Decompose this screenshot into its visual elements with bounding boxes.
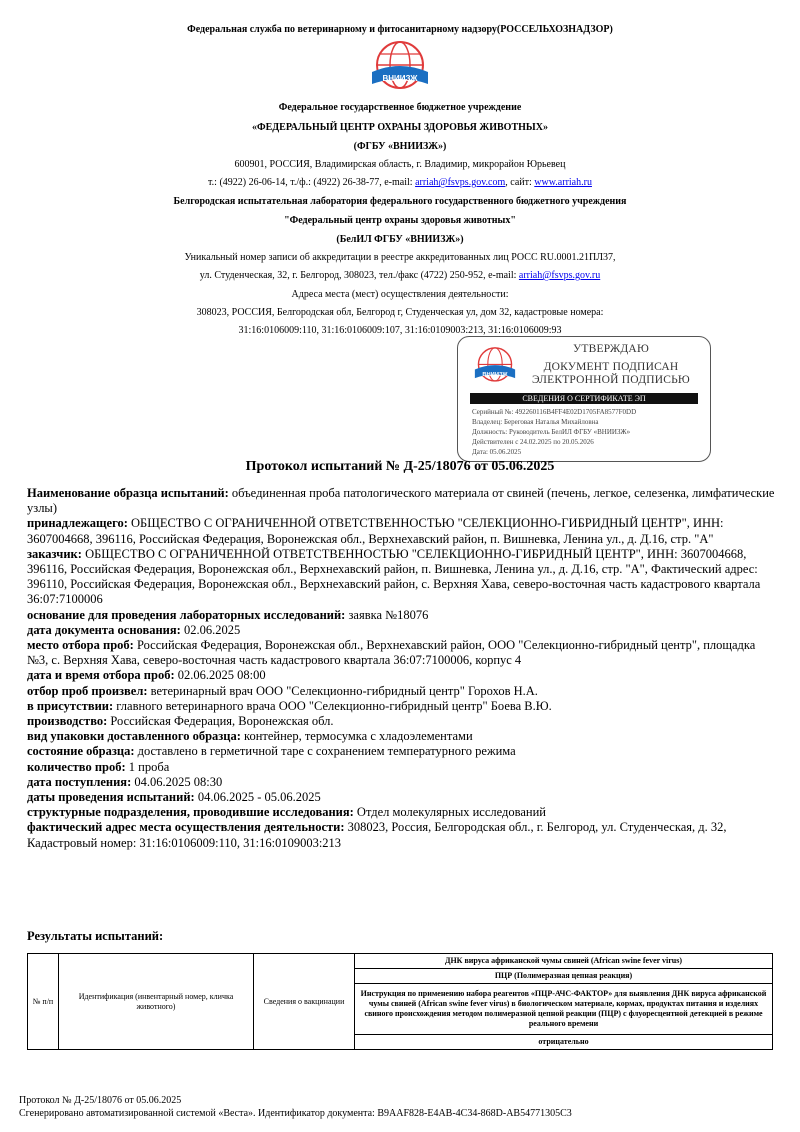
- field-basis: [27, 608, 777, 623]
- field-basis-date: [27, 623, 777, 638]
- field-value: 02.06.2025: [183, 622, 241, 637]
- field-sampled-by: [27, 684, 777, 699]
- col-vaccination-header: Сведения о вакцинации: [254, 954, 355, 1050]
- lab-center: "Федеральный центр охраны здоровья животных": [284, 215, 516, 226]
- results-table: [27, 953, 773, 1050]
- org-contacts: [0, 176, 800, 189]
- field-condition: [27, 744, 777, 759]
- logo-text: ВНИИЗЖ: [382, 74, 418, 83]
- protocol-title: Протокол испытаний № Д-25/18076 от 05.06.2025: [245, 459, 555, 474]
- field-value: объединенная проба патологического материала от свиней (печень, легкое, селезенка, лимфатические узлы): [27, 486, 775, 516]
- field-value: Отдел молекулярных исследований: [356, 805, 546, 820]
- site-prefix: , сайт:: [505, 177, 535, 188]
- accreditation-line: Уникальный номер записи об аккредитации в реестре аккредитованных лиц РОСС RU.0001.21ПЛ37,: [184, 252, 616, 263]
- field-label: количество проб:: [27, 759, 126, 774]
- lab-address: [0, 269, 800, 282]
- agency-name: Федеральная служба по ветеринарному и фитосанитарному надзору(РОССЕЛЬХОЗНАДЗОР): [187, 24, 613, 35]
- field-value: ОБЩЕСТВО С ОГРАНИЧЕННОЙ ОТВЕТСТВЕННОСТЬЮ "СЕЛЕКЦИОННО-ГИБРИДНЫЙ ЦЕНТР", ИНН: 3607004668, 396116, Российская Федерация, Воронежская обл., Верхнехавский район, п. Вишневка, Ленина ул., д. Д.16, стр. "А", Фактический адрес: 396110, Российская Федерация, Воронежская обл., Верхнехавский район, с. Верхняя Хава, северо-восточная часть кадастрового квартала 36:07:7100006: [27, 546, 761, 607]
- field-value: доставлено в герметичной таре с сохранением температурного режима: [137, 744, 516, 759]
- field-actual-address: [27, 820, 777, 850]
- org-address: 600901, РОССИЯ, Владимирская область, г. Владимир, микрорайон Юрьевец: [234, 159, 566, 170]
- email-link[interactable]: arriah@fsvps.gov.com: [415, 177, 506, 188]
- col-number-header: № п/п: [28, 954, 59, 1050]
- stamp-date: Дата: 05.06.2025: [472, 448, 522, 456]
- stamp-position: Должность: Руководитель БелИЛ ФГБУ «ВНИИЗЖ»: [472, 428, 631, 436]
- field-value: 04.06.2025 08:30: [134, 774, 223, 789]
- field-label: заказчик:: [27, 546, 82, 561]
- field-value: Российская Федерация, Воронежская обл.: [110, 714, 334, 729]
- field-value: Российская Федерация, Воронежская обл., Верхнехавский район, ООО "Селекционно-гибридный центр", площадка №3, с. Верхняя Хава, северо-восточная часть кадастрового квартала 36:07:7100006, корпус 4: [27, 638, 756, 668]
- field-value: 04.06.2025 - 05.06.2025: [197, 790, 321, 805]
- field-value: главного ветеринарного врача ООО "Селекционно-гибридный центр" Боева В.Ю.: [116, 698, 552, 713]
- result-cell: отрицательно: [355, 1034, 773, 1049]
- col-identification-header: Идентификация (инвентарный номер, кличка животного): [59, 954, 254, 1050]
- org-name: «ФЕДЕРАЛЬНЫЙ ЦЕНТР ОХРАНЫ ЗДОРОВЬЯ ЖИВОТНЫХ»: [252, 122, 548, 133]
- field-label: состояние образца:: [27, 744, 135, 759]
- stamp-logo: [472, 345, 518, 391]
- field-value: 308023, Россия, Белгородская обл., г. Белгород, ул. Студенческая, д. 32, Кадастровый номер: 31:16:0106009:110, 31:16:0109003:213: [27, 820, 727, 850]
- signature-stamp: [457, 336, 711, 462]
- field-sample-name: [27, 486, 777, 516]
- field-production: [27, 714, 777, 729]
- instruction-cell: Инструкция по применению набора реагентов «ПЦР-АЧС-ФАКТОР» для выявления ДНК вируса африканской чумы свиней (African swine fever virus) в биологическом материале, кормах, продуктах питания и изделиях свиного происхождения методом полимеразной цепной реакции (ПЦР) с флуоресцентной детекцией в режиме реального времени: [355, 984, 773, 1034]
- field-value: контейнер, термосумка с хладоэлементами: [244, 729, 473, 744]
- vniizzh-logo: [368, 38, 432, 102]
- stamp-serial: Серийный №: 492260116B4FF4E02D1705FA8577F0DD: [472, 408, 637, 416]
- field-in-presence: [27, 699, 777, 714]
- test-name-cell: ДНК вируса африканской чумы свиней (African swine fever virus): [355, 954, 773, 969]
- field-sampling-place: [27, 638, 777, 668]
- field-departments: [27, 805, 777, 820]
- field-test-dates: [27, 790, 777, 805]
- field-sampling-datetime: [27, 668, 777, 683]
- org-short-name: (ФГБУ «ВНИИЗЖ»): [353, 141, 447, 152]
- stamp-owner: Владелец: Береговая Наталья Михайловна: [472, 418, 599, 426]
- field-label: место отбора проб:: [27, 638, 134, 653]
- field-label: отбор проб произвел:: [27, 683, 148, 698]
- field-label: дата документа основания:: [27, 622, 181, 637]
- places-line-2: 31:16:0106009:110, 31:16:0106009:107, 31:16:0109003:213, 31:16:0106009:93: [238, 325, 562, 336]
- footer-protocol: Протокол № Д-25/18076 от 05.06.2025: [19, 1095, 182, 1106]
- stamp-logo-text: ВНИИЗЖ: [482, 371, 508, 378]
- stamp-cert-bar: СВЕДЕНИЯ О СЕРТИФИКАТЕ ЭП: [470, 393, 698, 404]
- stamp-valid: Действителен с 24.02.2025 по 20.05.2026: [472, 438, 594, 446]
- field-label: даты проведения испытаний:: [27, 790, 195, 805]
- stamp-signed-line-1: ДОКУМЕНТ ПОДПИСАН: [543, 361, 679, 373]
- places-line-1: 308023, РОССИЯ, Белгородская обл, Белгород г, Студенческая ул, дом 32, кадастровые номера:: [196, 307, 604, 318]
- protocol-fields: [27, 486, 777, 851]
- contacts-prefix: т.: (4922) 26-06-14, т./ф.: (4922) 26-38-77, e-mail:: [208, 177, 416, 188]
- places-label: Адреса места (мест) осуществления деятельности:: [291, 289, 509, 300]
- field-label: дата поступления:: [27, 774, 132, 789]
- field-received-date: [27, 775, 777, 790]
- field-owner: [27, 516, 777, 546]
- field-label: дата и время отбора проб:: [27, 668, 175, 683]
- stamp-approve: УТВЕРЖДАЮ: [573, 343, 649, 355]
- org-type: Федеральное государственное бюджетное учреждение: [278, 102, 522, 113]
- site-link[interactable]: www.arriah.ru: [534, 177, 592, 188]
- lab-email-link[interactable]: arriah@fsvps.gov.ru: [518, 270, 601, 281]
- field-label: в присутствии:: [27, 698, 114, 713]
- field-label: производство:: [27, 714, 108, 729]
- field-label: принадлежащего:: [27, 516, 128, 531]
- field-value: 02.06.2025 08:00: [177, 668, 266, 683]
- results-title: Результаты испытаний:: [27, 929, 164, 943]
- field-label: фактический адрес места осуществления деятельности:: [27, 820, 345, 835]
- lab-short-name: (БелИЛ ФГБУ «ВНИИЗЖ»): [336, 234, 464, 245]
- field-label: структурные подразделения, проводившие исследования:: [27, 805, 354, 820]
- field-customer: [27, 547, 777, 608]
- footer-generated: Сгенерировано автоматизированной системой «Веста». Идентификатор документа: B9AAF828-E4AB-4C34-868D-AB54771305C3: [19, 1108, 572, 1119]
- field-label: вид упаковки доставленного образца:: [27, 729, 241, 744]
- method-cell: ПЦР (Полимеразная цепная реакция): [355, 969, 773, 984]
- lab-name: Белгородская испытательная лаборатория федерального государственного бюджетного учреждения: [173, 196, 627, 207]
- field-sample-count: [27, 760, 777, 775]
- field-value: ветеринарный врач ООО "Селекционно-гибридный центр" Горохов Н.А.: [150, 683, 538, 698]
- stamp-signed-line-2: ЭЛЕКТРОННОЙ ПОДПИСЬЮ: [532, 374, 690, 386]
- field-packaging: [27, 729, 777, 744]
- field-value: ОБЩЕСТВО С ОГРАНИЧЕННОЙ ОТВЕТСТВЕННОСТЬЮ "СЕЛЕКЦИОННО-ГИБРИДНЫЙ ЦЕНТР", ИНН: 3607004668, 396116, Российская Федерация, Воронежская обл., Верхнехавский район, п. Вишневка, Ленина ул., д. Д.16, стр. "А": [27, 516, 724, 546]
- field-value: 1 проба: [128, 759, 170, 774]
- field-label: Наименование образца испытаний:: [27, 486, 229, 500]
- lab-address-prefix: ул. Студенческая, 32, г. Белгород, 308023, тел./факс (4722) 250-952, e-mail:: [199, 270, 519, 281]
- field-value: заявка №18076: [348, 607, 429, 622]
- field-label: основание для проведения лабораторных исследований:: [27, 607, 346, 622]
